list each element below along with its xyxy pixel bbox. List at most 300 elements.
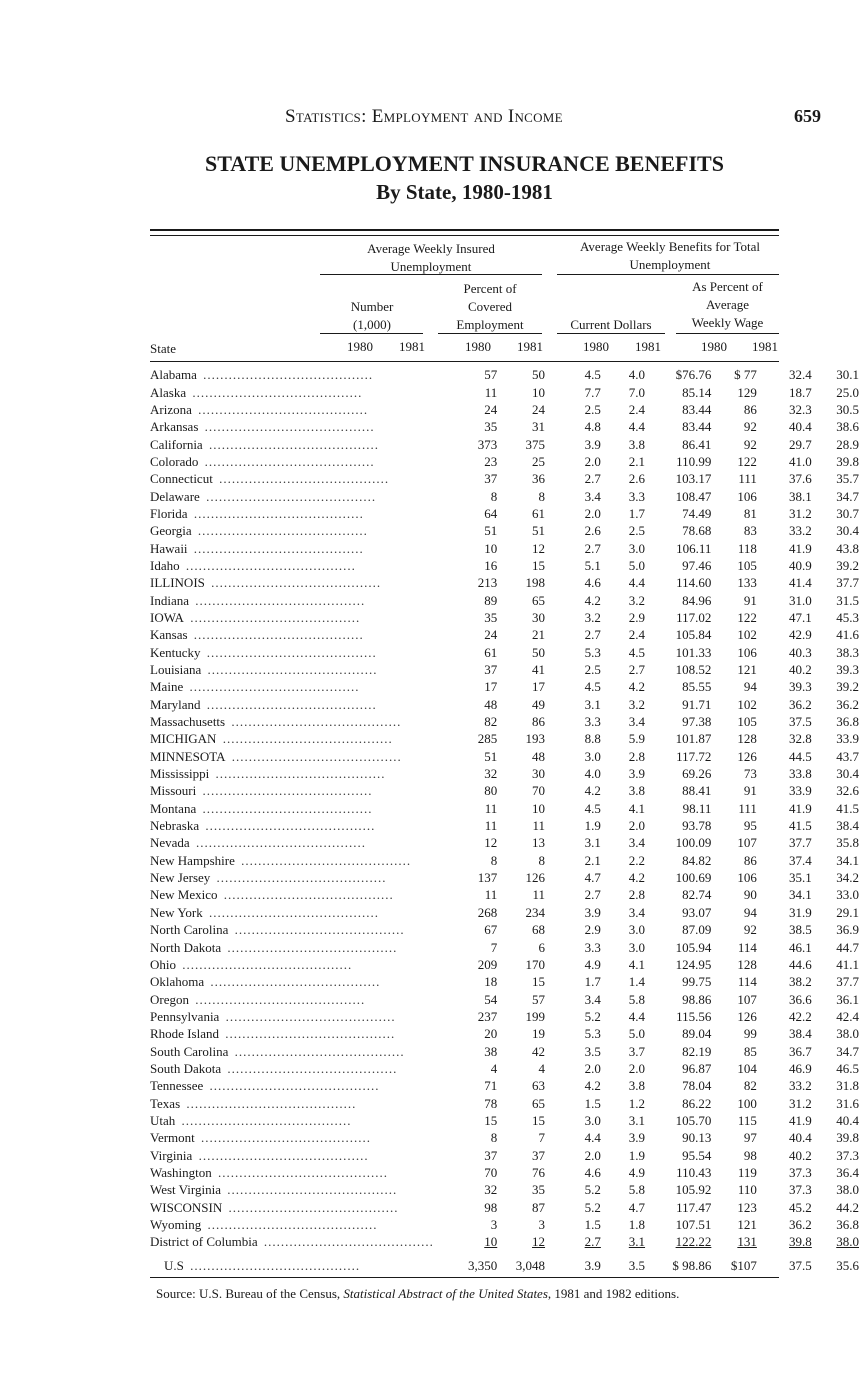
leader-dots: ........................................ [204,436,379,452]
cell-value: 3.3 [584,939,601,955]
table-row [150,696,859,713]
table-row [150,609,859,626]
cell-value: 91 [743,783,757,799]
value-cell [757,574,812,591]
cell-value: 5.1 [584,557,601,573]
cell-value: 1.9 [628,1147,646,1163]
value-cell [545,418,601,435]
group-header-benefits-text: Average Weekly Benefits for Total Unemployment [580,239,760,272]
value-cell [497,539,545,556]
value-cell [645,1112,711,1129]
state-name: New York [150,904,203,920]
value-cell [812,626,859,643]
leader-dots: ........................................ [227,748,402,764]
cell-value: 7.0 [628,384,646,400]
cell-value: 49 [532,696,546,712]
cell-value: 44.2 [836,1199,859,1215]
cell-value: 131 [737,1234,757,1250]
cell-value: 123 [737,1199,757,1215]
value-cell [812,1077,859,1094]
cell-value: 5.2 [584,1182,601,1198]
cell-value: 32.4 [789,367,812,383]
value-cell [545,401,601,418]
state-cell [150,765,434,782]
state-cell [150,1008,434,1025]
cell-value: 36 [532,471,546,487]
table-row [150,1112,859,1129]
value-cell [601,938,645,955]
value-cell [812,782,859,799]
value-cell [757,626,812,643]
state-name: Hawaii [150,540,188,556]
value-cell [711,574,757,591]
cell-value: 107 [737,991,757,1007]
cell-value: 54 [484,991,498,1007]
cell-value: 17 [484,679,498,695]
value-cell [601,487,645,504]
value-cell [434,678,497,695]
leader-dots: ........................................ [177,1112,352,1128]
state-name: Virginia [150,1147,193,1163]
value-cell [757,904,812,921]
value-cell [757,973,812,990]
value-cell [711,487,757,504]
cell-value: 38.0 [836,1026,859,1042]
cell-value: 2.4 [628,401,646,417]
value-cell [757,869,812,886]
year-1980-dollars: 1980 [583,339,609,354]
cell-value: 30 [532,609,546,625]
table-row [150,973,859,990]
cell-value: 18.7 [789,384,812,400]
value-cell [601,1094,645,1111]
cell-value: 110.43 [676,1164,712,1180]
cell-value: 108.52 [675,662,712,678]
cell-value: 95.54 [682,1147,712,1163]
title-sub: By State, 1980-1981 [376,180,553,204]
cell-value: 48 [484,696,498,712]
cell-value: 42.2 [789,1008,812,1024]
cell-value: 3.2 [628,592,646,608]
value-cell [711,956,757,973]
value-cell [812,678,859,695]
cell-value: 1.4 [628,974,646,990]
cell-value: 38.5 [789,922,812,938]
cell-value: 101.33 [675,644,712,660]
value-cell [601,470,645,487]
cell-value: 268 [477,904,498,920]
state-name: South Carolina [150,1043,229,1059]
value-cell [497,644,545,661]
cell-value: 92 [743,419,757,435]
cell-value: 4.5 [584,800,601,816]
cell-value: 18 [484,974,498,990]
value-cell [711,1199,757,1216]
value-cell [812,1199,859,1216]
cell-value: 46.1 [789,939,812,955]
value-cell [497,852,545,869]
leader-dots: ........................................ [198,800,373,816]
year-1980-number: 1980 [347,339,373,354]
value-cell [601,401,645,418]
cell-value: 19 [532,1026,546,1042]
state-name: ILLINOIS [150,575,205,591]
cell-value: 61 [484,644,498,660]
cell-value: 41.5 [789,818,812,834]
value-cell [545,800,601,817]
cell-value: 41 [532,662,546,678]
value-cell [497,1164,545,1181]
value-cell [812,661,859,678]
cell-value: 31.2 [789,1095,812,1111]
value-cell [812,1146,859,1163]
cell-value: 70 [532,783,546,799]
cell-value: 51 [484,748,498,764]
value-cell [545,765,601,782]
header-current-dollars [557,316,665,334]
header-bottom-rule [150,361,779,362]
value-cell [645,1251,711,1274]
value-cell [711,1042,757,1059]
cell-value: 78.68 [682,523,712,539]
cell-value: 41.5 [836,800,859,816]
value-cell [812,453,859,470]
table-row [150,401,859,418]
state-name: MICHIGAN [150,731,217,747]
cell-value: 82.74 [682,887,712,903]
value-cell [497,418,545,435]
value-cell [434,644,497,661]
cell-value: 2.9 [584,922,601,938]
value-cell [601,921,645,938]
value-cell [812,1129,859,1146]
value-cell [812,696,859,713]
cell-value: 3.0 [628,922,646,938]
value-cell [711,522,757,539]
state-name: Texas [150,1095,181,1111]
value-cell [601,453,645,470]
cell-value: 32.3 [789,401,812,417]
value-cell [812,748,859,765]
value-cell [601,696,645,713]
cell-value: 35 [484,609,498,625]
value-cell [757,817,812,834]
value-cell [812,765,859,782]
value-cell [812,574,859,591]
value-cell [645,852,711,869]
cell-value: 37.5 [789,1257,812,1273]
value-cell [497,817,545,834]
cell-value: 122 [737,453,757,469]
value-cell [812,522,859,539]
cell-value: 10 [484,540,498,556]
cell-value: 41.1 [836,956,859,972]
value-cell [711,852,757,869]
state-cell [150,1164,434,1181]
cell-value: 1.7 [584,974,601,990]
value-cell [645,817,711,834]
cell-value: 37.3 [789,1182,812,1198]
cell-value: 35 [484,419,498,435]
state-name: Kentucky [150,644,201,660]
leader-dots: ........................................ [200,419,375,435]
value-cell [497,1129,545,1146]
value-cell [645,470,711,487]
cell-value: 4.6 [584,575,601,591]
header-pct-l1: Percent of [463,281,517,296]
value-cell [757,453,812,470]
state-name: IOWA [150,609,184,625]
table-row [150,1008,859,1025]
value-cell [812,921,859,938]
cell-value: 3,048 [515,1257,546,1273]
cell-value: 30 [532,766,546,782]
value-cell [545,557,601,574]
state-name: Mississippi [150,766,210,782]
value-cell [497,1077,545,1094]
cell-value: 39.2 [836,557,859,573]
cell-value: 4.1 [628,800,646,816]
value-cell [812,539,859,556]
cell-value: 2.7 [584,1234,601,1250]
cell-value: 12 [532,540,546,556]
cell-value: 86 [743,852,757,868]
value-cell [497,1060,545,1077]
value-cell [434,401,497,418]
cell-value: 15 [532,974,546,990]
cell-value: 4.5 [584,679,601,695]
cell-value: 3.5 [584,1043,601,1059]
leader-dots: ........................................ [218,731,393,747]
value-cell [757,383,812,400]
cell-value: 105.84 [675,627,712,643]
value-cell [645,834,711,851]
table-row [150,435,859,452]
cell-value: 3.4 [628,835,646,851]
value-cell [711,1008,757,1025]
cell-value: 3,350 [468,1257,498,1273]
value-cell [545,1042,601,1059]
state-cell [150,782,434,799]
cell-value: 30.7 [836,505,859,521]
value-cell [711,921,757,938]
cell-value: 5.0 [628,557,646,573]
cell-value: 170 [525,956,546,972]
leader-dots: ........................................ [203,662,378,678]
header-current-dollars-text: Current Dollars [570,317,652,332]
table-row [150,1077,859,1094]
cell-value: 30.4 [836,766,859,782]
value-cell [545,748,601,765]
cell-value: 42 [532,1043,546,1059]
value-cell [497,1146,545,1163]
value-cell [601,1146,645,1163]
value-cell [812,730,859,747]
value-cell [601,557,645,574]
value-cell [601,1042,645,1059]
state-cell [150,904,434,921]
state-name: South Dakota [150,1060,222,1076]
value-cell [711,505,757,522]
value-cell [497,453,545,470]
table-row [150,713,859,730]
value-cell [757,730,812,747]
value-cell [434,765,497,782]
leader-dots: ........................................ [223,1060,398,1076]
state-name: Delaware [150,488,200,504]
leader-dots: ........................................ [189,627,364,643]
leader-dots: ........................................ [221,1008,396,1024]
cell-value: 133 [737,575,757,591]
value-cell [711,817,757,834]
state-name: Pennsylvania [150,1008,220,1024]
value-cell [711,644,757,661]
value-cell [645,1077,711,1094]
cell-value: 30.1 [836,367,859,383]
value-cell [434,886,497,903]
cell-value: 8 [538,852,546,868]
value-cell [812,1216,859,1233]
state-cell [150,366,434,383]
header-state: State [150,341,176,356]
value-cell [601,748,645,765]
cell-value: 4.5 [584,367,601,383]
value-cell [645,765,711,782]
state-cell [150,626,434,643]
value-cell [812,401,859,418]
value-cell [601,539,645,556]
value-cell [434,921,497,938]
cell-value: 31.8 [836,1078,859,1094]
cell-value: 2.5 [584,662,601,678]
cell-value: 39.8 [789,1234,812,1250]
state-cell [150,886,434,903]
value-cell [757,990,812,1007]
state-cell [150,1025,434,1042]
cell-value: 199 [525,1008,546,1024]
value-cell [645,800,711,817]
cell-value: 3.1 [628,1112,646,1128]
value-cell [545,1077,601,1094]
cell-value: 3.9 [628,1130,646,1146]
leader-dots: ........................................ [214,471,390,487]
value-cell [757,886,812,903]
top-rule-thin [150,235,779,236]
state-cell [150,1181,434,1198]
value-cell [545,782,601,799]
cell-value: 8 [490,852,498,868]
cell-value: 24 [484,401,498,417]
value-cell [812,869,859,886]
value-cell [497,973,545,990]
value-cell [601,591,645,608]
cell-value: 3.2 [628,696,646,712]
cell-value: 36.2 [789,1217,812,1233]
value-cell [434,904,497,921]
cell-value: 50 [532,367,546,383]
cell-value: 88.41 [682,783,712,799]
table-row [150,644,859,661]
cell-value: 15 [484,1112,498,1128]
state-name: Louisiana [150,662,202,678]
cell-value: 373 [477,436,498,452]
value-cell [545,1146,601,1163]
value-cell [645,921,711,938]
value-cell [711,765,757,782]
state-name: Maryland [150,696,201,712]
value-cell [434,1164,497,1181]
value-cell [645,661,711,678]
value-cell [601,1008,645,1025]
value-cell [757,1216,812,1233]
value-cell [711,730,757,747]
value-cell [812,973,859,990]
cell-value: 32 [484,1182,498,1198]
value-cell [757,852,812,869]
value-cell [545,990,601,1007]
leader-dots: ........................................ [194,1147,369,1163]
leader-dots: ........................................ [185,609,361,625]
value-cell [812,609,859,626]
cell-value: 98.86 [682,991,712,1007]
cell-value: 8 [490,1130,498,1146]
cell-value: 25.0 [836,384,859,400]
cell-value: 31.0 [789,592,812,608]
value-cell [711,886,757,903]
value-cell [601,1251,645,1274]
value-cell [711,1025,757,1042]
source-prefix: Source: U.S. Bureau of the Census, [156,1286,344,1301]
table-row [150,730,859,747]
cell-value: 4.9 [628,1164,646,1180]
title-main: STATE UNEMPLOYMENT INSURANCE BENEFITS [205,151,724,176]
value-cell [812,435,859,452]
value-cell [757,591,812,608]
bottom-rule [150,1277,779,1278]
value-cell [711,713,757,730]
table-row [150,886,859,903]
cell-value: 85.14 [682,384,712,400]
group-header-insured-text: Average Weekly Insured Unemployment [367,241,495,274]
value-cell [711,800,757,817]
value-cell [434,852,497,869]
value-cell [812,1233,859,1250]
cell-value: 65 [532,1095,546,1111]
value-cell [812,904,859,921]
value-cell [434,557,497,574]
value-cell [601,904,645,921]
cell-value: 65 [532,592,546,608]
leader-dots: ........................................ [198,783,373,799]
value-cell [601,1129,645,1146]
value-cell [497,1008,545,1025]
value-cell [497,487,545,504]
value-cell [497,956,545,973]
value-cell [601,1233,645,1250]
state-cell [150,418,434,435]
leader-dots: ........................................ [230,922,405,938]
cell-value: 213 [477,575,498,591]
cell-value: 3.0 [584,1112,601,1128]
value-cell [645,383,711,400]
leader-dots: ........................................ [191,991,366,1007]
cell-value: 102 [737,627,757,643]
value-cell [812,487,859,504]
value-cell [645,1146,711,1163]
cell-value: 33.2 [789,523,812,539]
state-name: Alaska [150,384,187,400]
year-1980-percent: 1980 [465,339,491,354]
